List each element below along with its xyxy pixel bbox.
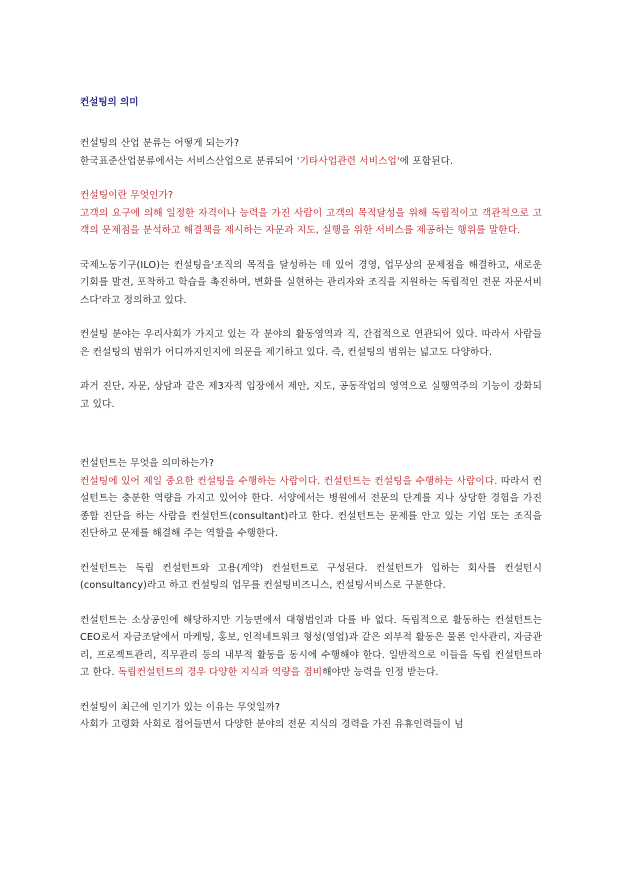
industry-question: 컨설팅의 산업 분류는 어떻게 되는가? [80,138,240,149]
consultant-question: 컨설턴트는 무엇을 의미하는가? [80,458,215,469]
industry-answer [80,153,542,171]
industry-answer-post: 에 포함된다. [399,155,454,167]
popularity-answer: 사회가 고령화 사회로 접어들면서 다양한 분야의 전문 지식의 경력을 가진 유휴인력들이 넘 [80,719,464,730]
consulting-scope-paragraph: 컨설팅 분야는 우리사회가 가지고 있는 각 분야의 활동영역과 직, 간접적으로 연관되어 있다. 따라서 사람들은 컨설팅의 범위가 어디까지인지에 의문을 제기하고 있다. 즉, 컨설팅의 범위는 넓고도 다양하다. [80,329,542,358]
consultant-answer-rest: 따라서 컨설턴트는 충분한 역량을 가지고 있어야 한다. 서양에서는 병원에서 전문의 단계를 지나 상당한 경험을 가진 종합 진단을 하는 사람을 컨설턴트(consultant)라고 한다. 컨설턴트는 문제를 안고 있는 기업 또는 조직을 진단하고 문제를 해결해 주는 역할을 수행한다. [80,475,542,539]
consultant-types-paragraph: 컨설턴트는 독립 컨설턴트와 고용(계약) 컨설턴트로 구성된다. 컨설턴트가 입하는 회사를 컨설턴시(consultancy)라고 하고 컨설팅의 업무를 컨설팅비즈니스, 컨설팅서비스로 구분한다. [80,562,542,591]
popularity-question: 컨설팅이 최근에 인기가 있는 이유는 무엇일까? [80,701,281,713]
document-body [80,97,542,734]
ilo-definition-paragraph: 국제노동기구(ILO)는 컨설팅을'조직의 목적을 달성하는 데 있어 경영, 업무상의 문제점을 해결하고, 새로운 기회를 발견, 포착하고 학습을 촉진하며, 변화를 실현하는 관리자와 조직을 지원하는 독립적인 전문 자문서비스다'라고 정의하고 있다. [80,259,542,306]
independent-consultant-tail: 해야만 능력을 인정 받는다. [322,667,439,678]
independent-consultant-highlight: 독립컨설턴트의 경우 다양한 지식과 역량을 겸비 [117,667,323,678]
consultant-answer [80,473,542,543]
independent-consultant-text: 컨설턴트는 소상공인에 해당하지만 기능면에서 대형법인과 다를 바 없다. 독립적으로 활동하는 컨설턴트는 CEO로서 자금조달에서 마케팅, 홍보, 인적네트워크 형성(영업)과 같은 외부적 활동은 물론 인사관리, 자금관리, 프로젝트관리, 직무관리 등의 내부적 활동을 동시에 수행해야 한다. 일반적으로 이들을 독립 컨설턴트라고 한다. [80,614,542,678]
industry-answer-highlight: '기타사업관련 서비스업' [296,155,400,167]
consulting-question: 컨설팅이란 무엇인가? [80,190,174,201]
consultant-answer-highlight: 컨설팅에 있어 제일 중요한 컨설팅을 수행하는 사람이다. 컨설턴트는 컨설팅을 수행하는 사람이다. [80,475,498,487]
document-title: 컨설팅의 의미 [80,97,139,108]
industry-answer-pre: 한국표준산업분류에서는 서비스산업으로 분류되어 [80,155,297,167]
independent-consultant-paragraph [80,612,542,682]
consulting-definition: 고객의 요구에 의해 일정한 자격이나 능력을 가진 사람이 고객의 목적달성을 위해 독립적이고 객관적으로 고객의 문제점을 분석하고 해결책을 제시하는 자문과 지도, 실행을 위한 서비스를 제공하는 행위를 말한다. [80,207,542,236]
consulting-role-paragraph: 과거 진단, 자문, 상담과 같은 제3자적 입장에서 제안, 지도, 공동작업의 영역으로 실행역주의 기능이 강화되고 있다. [80,381,542,410]
